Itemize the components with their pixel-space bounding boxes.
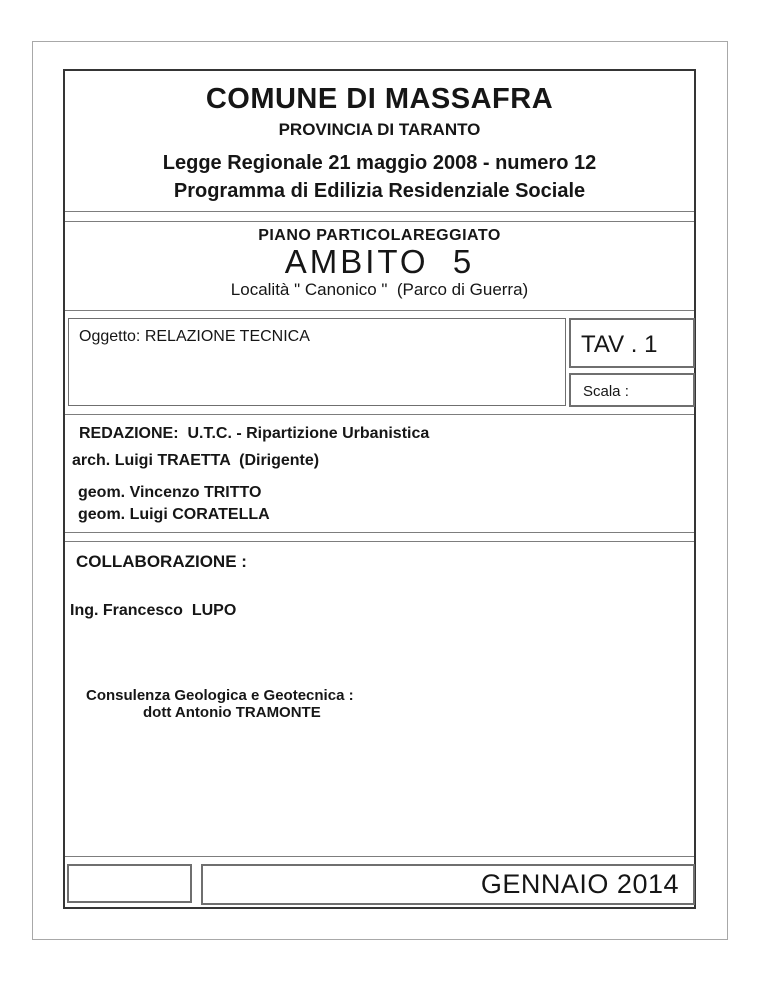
consultancy-label: Consulenza Geologica e Geotecnica : (86, 687, 354, 704)
divider-line (65, 856, 694, 857)
collaborazione-title: COLLABORAZIONE : (76, 552, 247, 571)
redazione-title: REDAZIONE: U.T.C. - Ripartizione Urbanistica (79, 425, 430, 442)
law-reference: Legge Regionale 21 maggio 2008 - numero 12 (162, 152, 597, 174)
consultant-name: dott Antonio TRAMONTE (143, 704, 321, 721)
divider-line (65, 414, 694, 415)
tav-label: TAV . 1 (581, 331, 658, 358)
divider-line (65, 532, 694, 533)
scala-box (569, 373, 695, 407)
divider-line (65, 221, 694, 222)
redazione-member: arch. Luigi TRAETTA (Dirigente) (72, 452, 320, 469)
footer-date: GENNAIO 2014 (480, 869, 679, 899)
plan-type-title: PIANO PARTICOLAREGGIATO (258, 227, 501, 244)
tav-box (569, 318, 695, 368)
redazione-member: geom. Vincenzo TRITTO (78, 484, 262, 501)
plan-area-title: AMBITO 5 (284, 243, 475, 280)
divider-line (65, 310, 694, 311)
province-subtitle: PROVINCIA DI TARANTO (278, 120, 481, 139)
redazione-member: geom. Luigi CORATELLA (78, 506, 270, 523)
program-title: Programma di Edilizia Residenziale Sociale (173, 180, 586, 202)
divider-line (65, 211, 694, 212)
divider-line (65, 541, 694, 542)
plan-location: Località " Canonico " (Parco di Guerra) (230, 280, 529, 299)
municipality-title: COMUNE DI MASSAFRA (205, 83, 554, 115)
footer-date-box (201, 864, 695, 905)
oggetto-box (68, 318, 566, 406)
oggetto-label: Oggetto: RELAZIONE TECNICA (79, 328, 310, 345)
footer-empty-box (67, 864, 192, 903)
scala-label: Scala : (583, 383, 629, 400)
collaborator-name: Ing. Francesco LUPO (70, 602, 237, 619)
